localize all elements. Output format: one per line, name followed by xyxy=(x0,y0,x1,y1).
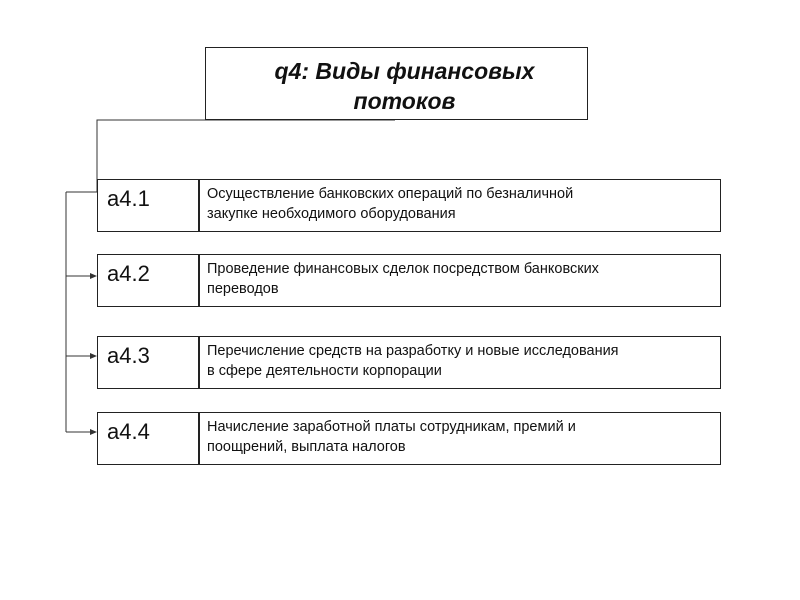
title-box xyxy=(205,47,588,120)
item-description-line: закупке необходимого оборудования xyxy=(207,206,456,222)
item-description-line: Начисление заработной платы сотрудникам, премий и xyxy=(207,419,576,435)
item-code-box-a4-2 xyxy=(97,254,199,307)
item-code-box-a4-4 xyxy=(97,412,199,465)
item-description-line: переводов xyxy=(207,281,279,297)
item-code: a4.2 xyxy=(107,261,150,286)
arrow-head-a4-3 xyxy=(90,353,97,359)
item-description-line: Проведение финансовых сделок посредством банковских xyxy=(207,261,599,277)
title-line-2: потоков xyxy=(353,88,456,114)
item-description-line: Перечисление средств на разработку и новые исследования xyxy=(207,343,619,359)
title-line-1: q4: Виды финансовых xyxy=(274,58,535,84)
item-code-box-a4-3 xyxy=(97,336,199,389)
item-description-box-a4-2 xyxy=(199,254,721,307)
arrow-head-a4-2 xyxy=(90,273,97,279)
item-description-line: Осуществление банковских операций по безналичной xyxy=(207,186,574,202)
item-description-box-a4-3 xyxy=(199,336,721,389)
item-code-box-a4-1 xyxy=(97,179,199,232)
item-description-line: поощрений, выплата налогов xyxy=(207,439,406,455)
item-description-line: в сфере деятельности корпорации xyxy=(207,363,442,379)
item-code: a4.3 xyxy=(107,343,150,368)
item-description-box-a4-1 xyxy=(199,179,721,232)
item-code: a4.1 xyxy=(107,186,150,211)
arrow-head-a4-4 xyxy=(90,429,97,435)
diagram-title xyxy=(206,56,589,116)
item-code: a4.4 xyxy=(107,419,150,444)
item-description-box-a4-4 xyxy=(199,412,721,465)
